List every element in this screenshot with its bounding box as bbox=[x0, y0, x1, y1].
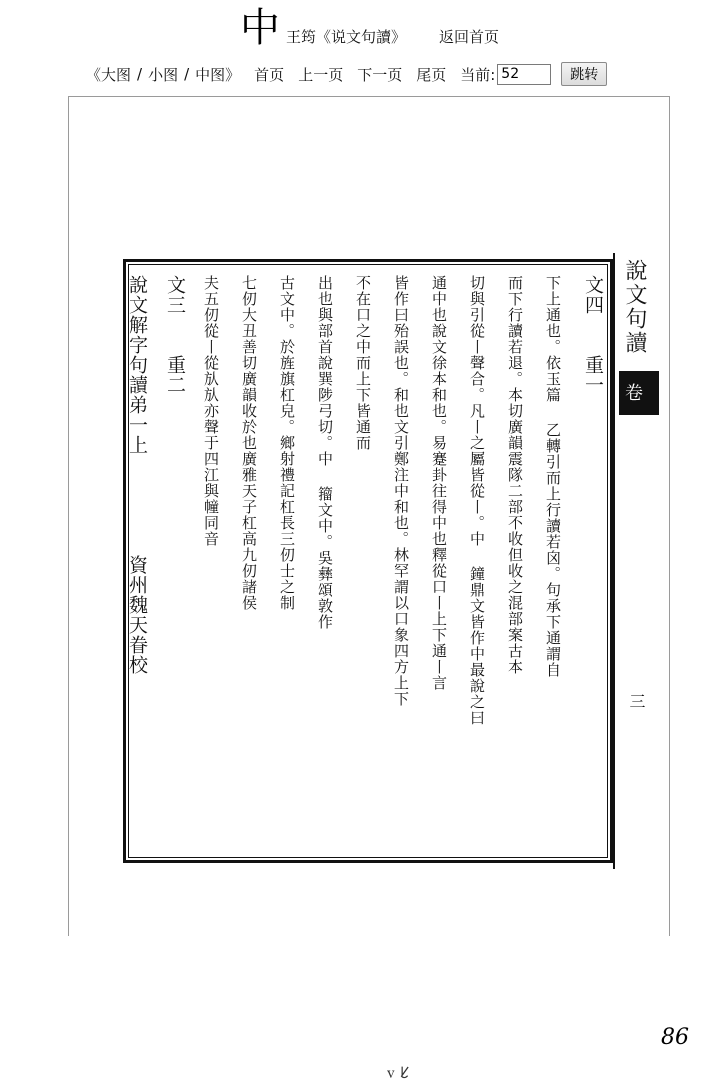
text-column: 下上通也。依玉篇 乙轉引而上行讀若囟。句承下通謂自 bbox=[544, 275, 562, 678]
scanned-page bbox=[123, 259, 689, 1082]
current-character: 中 bbox=[240, 5, 280, 51]
text-column: 通中也說文徐本和也。易蹇卦往得中也釋從口丨上下通丨言 bbox=[430, 275, 448, 691]
text-column: 皆作曰殆誤也。和也文引鄭注中和也。林罕謂以口象四方上下 bbox=[392, 275, 410, 707]
view-small-link[interactable]: 小图 bbox=[148, 65, 179, 84]
handwritten-page-number: 86 bbox=[661, 1025, 689, 1050]
view-medium-link[interactable]: 中图》 bbox=[195, 65, 241, 84]
page-navigation bbox=[86, 60, 607, 88]
ink-mark: ꮩ ᱥ bbox=[387, 1063, 409, 1082]
jump-button[interactable]: 跳转 bbox=[561, 62, 607, 86]
page-header bbox=[0, 0, 719, 58]
text-column: 不在口之中而上下皆通而 bbox=[354, 275, 372, 451]
text-column: 出也與部首說巽陟弓切。中 籀文中。吳彝頌敦作 bbox=[316, 275, 334, 630]
back-to-home-link[interactable]: 返回首页 bbox=[439, 28, 500, 46]
page-spine bbox=[613, 253, 663, 869]
text-column: 而下行讀若退。本切廣韻震隊二部不收但收之混部案古本 bbox=[506, 275, 524, 675]
text-column: 切與引從丨聲合。凡丨之屬皆從丨。中 鐘鼎文皆作中最說之曰 bbox=[468, 275, 486, 726]
next-page-link[interactable]: 下一页 bbox=[357, 65, 403, 84]
prev-page-link[interactable]: 上一页 bbox=[298, 65, 344, 84]
separator: / bbox=[137, 65, 143, 83]
spine-page-number: 三 bbox=[627, 693, 646, 709]
text-column: 夫五仞從丨從㫃㫃亦聲于四江與幢同音 bbox=[202, 275, 220, 547]
current-page-label: 当前: bbox=[460, 65, 496, 84]
page-image-viewer bbox=[68, 96, 689, 1082]
text-column: 說文解字句讀弟一上 資州魏天眷校 bbox=[126, 275, 148, 675]
separator: / bbox=[184, 65, 190, 83]
spine-title: 說文句讀 bbox=[622, 259, 647, 355]
page-number-input[interactable] bbox=[497, 64, 551, 85]
view-large-link[interactable]: 《大图 bbox=[86, 65, 132, 84]
text-column: 文三 重二 bbox=[164, 275, 186, 395]
first-page-link[interactable]: 首页 bbox=[254, 65, 285, 84]
book-title: 王筠《说文句讀》 bbox=[286, 28, 407, 46]
text-column: 古文中。於旌旗杠皃。鄉射禮記杠長三仞士之制 bbox=[278, 275, 296, 611]
last-page-link[interactable]: 尾页 bbox=[416, 65, 447, 84]
spine-volume: 卷一 bbox=[619, 371, 659, 415]
text-column: 文四 重一 bbox=[582, 275, 604, 395]
text-column: 七仞大丑善切廣韻收於也廣雅天子杠高九仞諸侯 bbox=[240, 275, 258, 611]
